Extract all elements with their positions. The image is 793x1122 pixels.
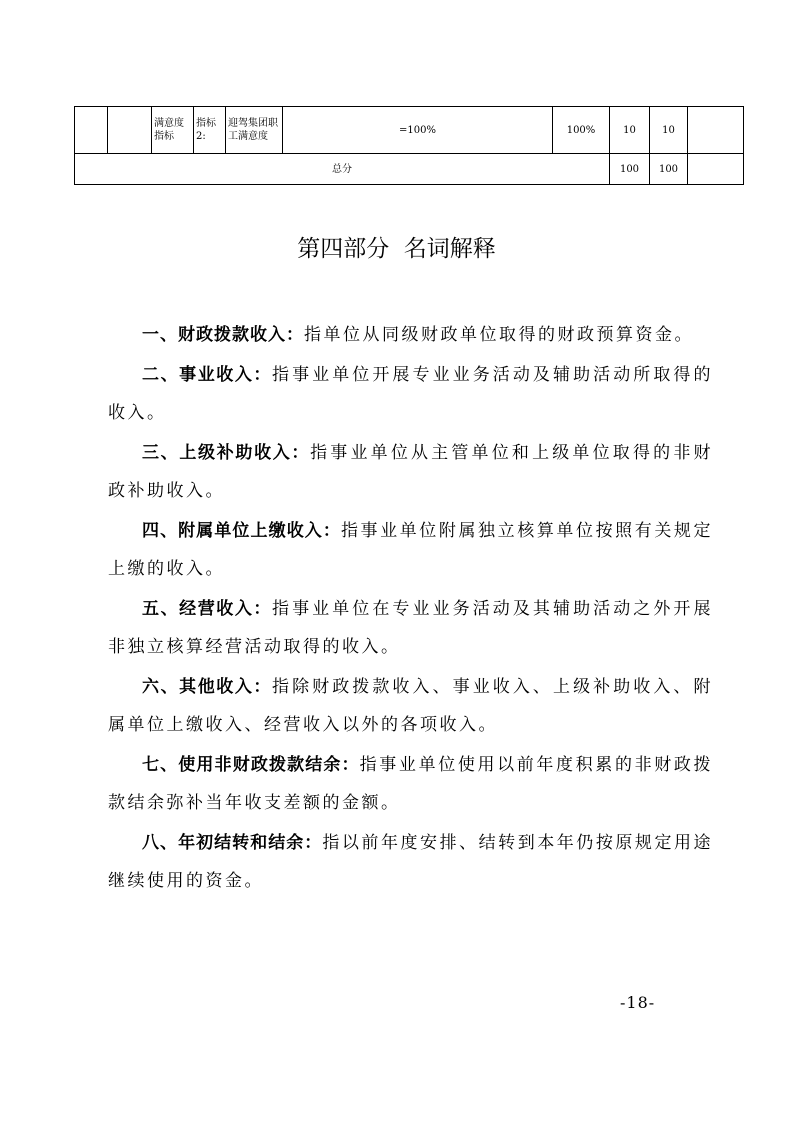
indicator-number-cell: 指标2: — [194, 107, 226, 154]
performance-score-table — [74, 106, 744, 185]
definition-term: 八、年初结转和结余： — [142, 833, 323, 853]
definition-text: 指除财政拨款收入、事业收入、上级补助收入、附属单位上缴收入、经营收入以外的各项收入。 — [108, 677, 713, 735]
definition-item — [108, 824, 713, 900]
definition-text: 指事业单位从主管单位和上级单位取得的非财政补助收入。 — [108, 443, 714, 501]
definition-item — [108, 746, 713, 822]
definition-term: 六、其他收入： — [142, 677, 272, 697]
table-cell-empty — [688, 107, 744, 154]
definition-item — [108, 316, 713, 354]
definition-item — [108, 434, 713, 510]
definition-term: 四、附属单位上缴收入： — [142, 521, 341, 541]
definition-item — [108, 590, 713, 666]
page-number: -18- — [620, 993, 656, 1012]
table-row-total — [75, 154, 744, 185]
definition-text: 指以前年度安排、结转到本年仍按原规定用途继续使用的资金。 — [108, 833, 714, 891]
definition-item — [108, 668, 713, 744]
definition-text: 指事业单位在专业业务活动及其辅助活动之外开展非独立核算经营活动取得的收入。 — [108, 599, 713, 657]
section-title: 第四部分 名词解释 — [297, 236, 496, 262]
total-weight-cell: 100 — [610, 154, 650, 185]
definition-term: 一、财政拨款收入： — [142, 325, 304, 345]
definition-item — [108, 356, 713, 432]
table-cell-empty — [108, 107, 152, 154]
definition-term: 三、上级补助收入： — [142, 443, 311, 463]
table-cell-empty — [75, 107, 108, 154]
definitions-list — [108, 316, 713, 902]
indicator-name-cell: 迎驾集团职工满意度 — [226, 107, 283, 154]
table-cell-empty — [688, 154, 744, 185]
definition-text: 指事业单位开展专业业务活动及辅助活动所取得的收入。 — [108, 365, 713, 423]
score-cell: 10 — [650, 107, 688, 154]
target-value-cell: =100% — [283, 107, 553, 154]
definition-item — [108, 512, 713, 588]
definition-term: 二、事业收入： — [142, 365, 272, 385]
definition-term: 七、使用非财政拨款结余： — [142, 755, 360, 775]
actual-value-cell: 100% — [553, 107, 610, 154]
definition-text: 指事业单位附属独立核算单位按照有关规定上缴的收入。 — [108, 521, 714, 579]
indicator-type-cell: 满意度指标 — [152, 107, 194, 154]
total-label-cell: 总分 — [75, 154, 610, 185]
table-row — [75, 107, 744, 154]
definition-text: 指单位从同级财政单位取得的财政预算资金。 — [304, 325, 694, 345]
weight-cell: 10 — [610, 107, 650, 154]
total-score-cell: 100 — [650, 154, 688, 185]
definition-term: 五、经营收入： — [142, 599, 272, 619]
definition-text: 指事业单位使用以前年度积累的非财政拨款结余弥补当年收支差额的金额。 — [108, 755, 714, 813]
